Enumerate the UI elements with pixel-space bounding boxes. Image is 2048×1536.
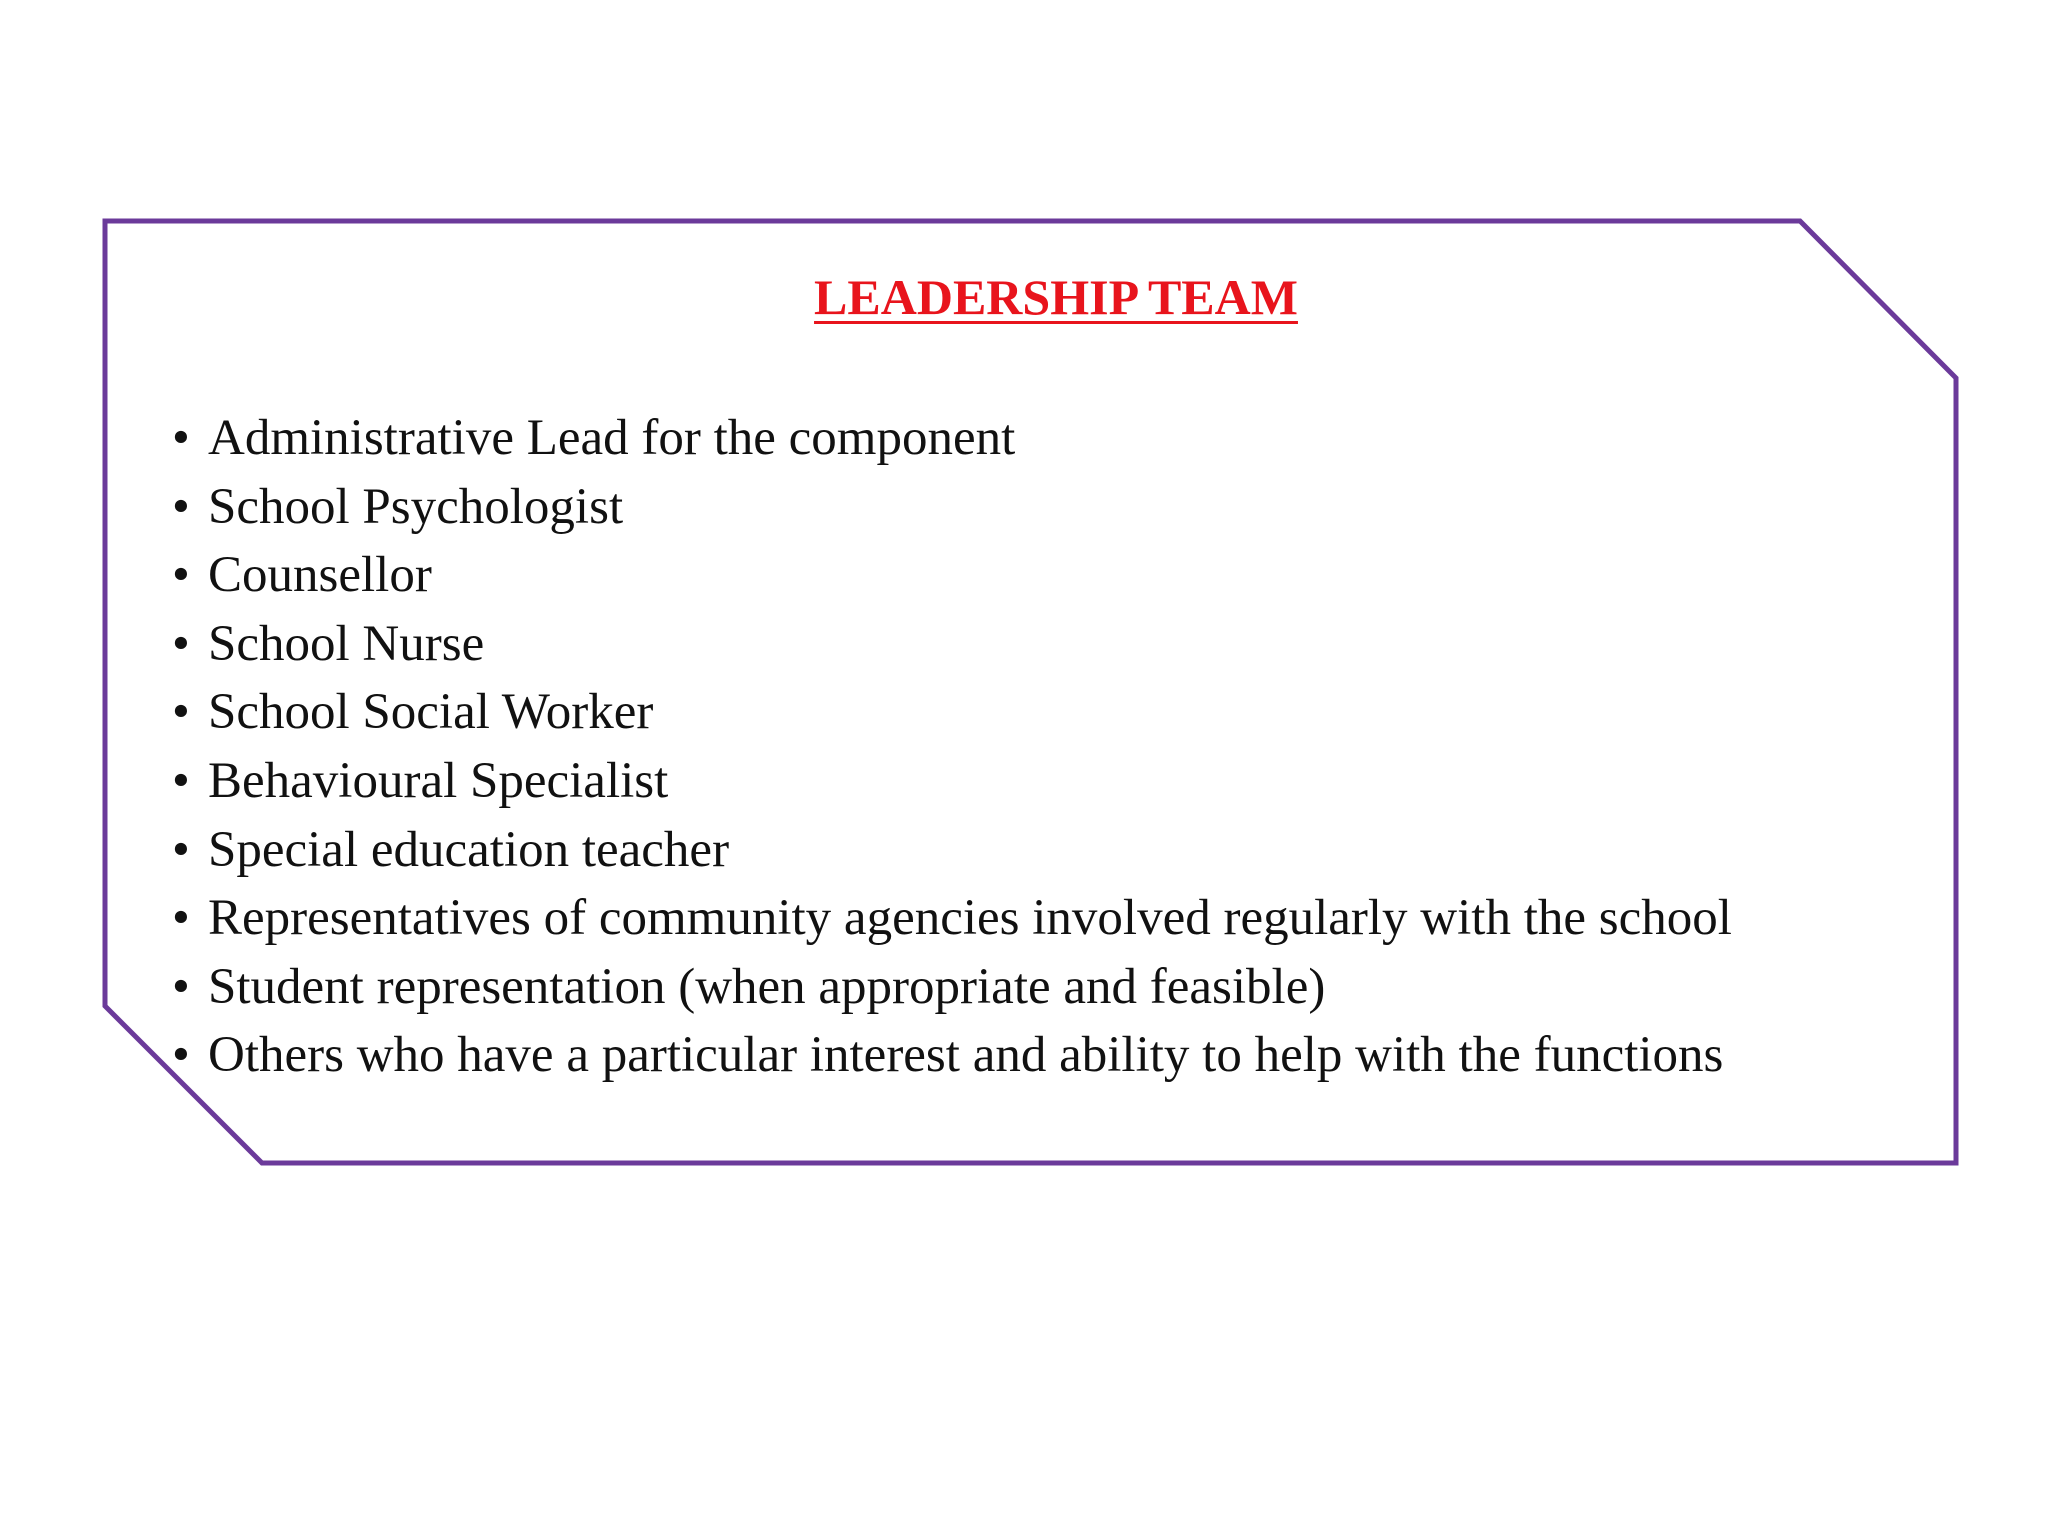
list-item bbox=[172, 678, 1732, 747]
list-item bbox=[172, 473, 1732, 542]
list-item bbox=[172, 953, 1732, 1022]
list-item-text: Representatives of community agencies involved regularly with the school bbox=[208, 890, 1732, 947]
bullet-glyph: • bbox=[172, 890, 190, 947]
list-item-text: Behavioural Specialist bbox=[208, 752, 669, 809]
list-item-text: Counsellor bbox=[208, 547, 432, 604]
bullet-glyph: • bbox=[172, 547, 190, 604]
bullet-glyph: • bbox=[172, 958, 190, 1015]
list-item-text: School Social Worker bbox=[208, 684, 654, 741]
bullet-glyph: • bbox=[172, 615, 190, 672]
list-item bbox=[172, 816, 1732, 885]
list-item-text: Special education teacher bbox=[208, 821, 730, 878]
bullet-glyph: • bbox=[172, 684, 190, 741]
list-item-text: School Nurse bbox=[208, 615, 485, 672]
list-item-text: Student representation (when appropriate and feasible) bbox=[208, 958, 1326, 1015]
list-item-text: School Psychologist bbox=[208, 478, 624, 535]
slide-title: LEADERSHIP TEAM bbox=[814, 269, 1298, 325]
list-item-text: Others who have a particular interest and ability to help with the functions bbox=[208, 1027, 1724, 1084]
bullet-glyph: • bbox=[172, 1027, 190, 1084]
bullet-list bbox=[172, 404, 1732, 1090]
list-item bbox=[172, 610, 1732, 679]
list-item bbox=[172, 884, 1732, 953]
list-item bbox=[172, 404, 1732, 473]
list-item bbox=[172, 747, 1732, 816]
bullet-glyph: • bbox=[172, 752, 190, 809]
bullet-glyph: • bbox=[172, 821, 190, 878]
list-item bbox=[172, 541, 1732, 610]
bullet-glyph: • bbox=[172, 410, 190, 466]
list-item bbox=[172, 1021, 1732, 1090]
list-item-text: Administrative Lead for the component bbox=[208, 410, 1016, 466]
bullet-glyph: • bbox=[172, 478, 190, 535]
